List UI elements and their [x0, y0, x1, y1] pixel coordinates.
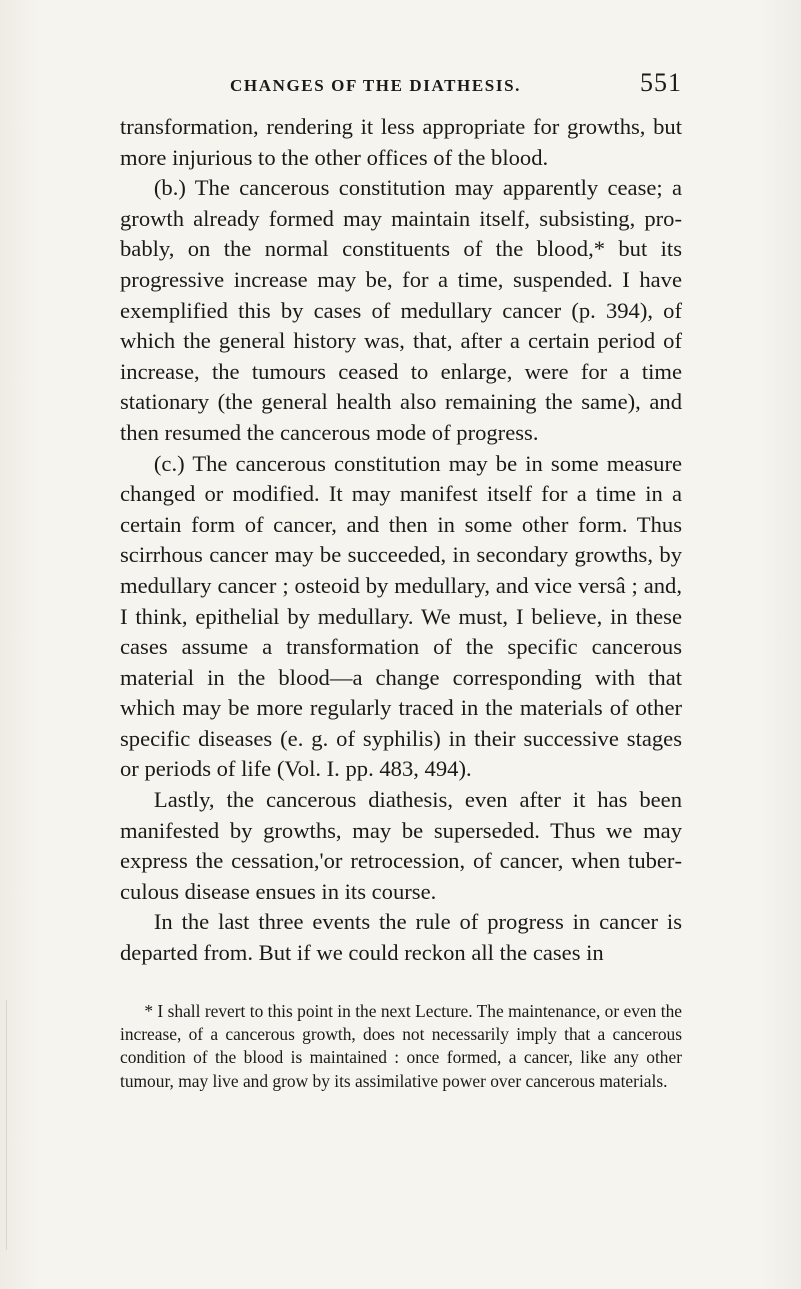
footnote	[120, 1000, 682, 1093]
page-number: 551	[640, 68, 682, 97]
footnote-text: * I shall revert to this point in the next Lecture. The maintenance, or even the increase, of a cancerous growth, does not necessarily imply that a cancerous condition of the blood is maintained : once formed, a cancer, like any other tumour, may live and grow by its assimilative power over cancerous materials.	[120, 1001, 682, 1091]
paragraph: In the last three events the rule of progress in cancer is departed from. But if we could reckon all the cases in	[120, 909, 682, 966]
running-head: CHANGES OF THE DIATHESIS.	[230, 76, 521, 95]
paragraph: (b.) The cancerous constitution may apparently cease; a growth already formed may maintain itself, subsisting, probably, on the normal constituents of the blood,* but its progressive increase may be, for a time, suspended. I have exemplified this by cases of medullary cancer (p. 394), of which the general history was, that, after a certain period of increase, the tumours ceased to enlarge, were for a time stationary (the general health also remaining the same), and then resumed the cancerous mode of progress.	[120, 175, 682, 445]
paragraph: transformation, rendering it less appropriate for growths, but more injurious to the other offices of the blood.	[120, 114, 682, 170]
gutter-shadow	[6, 1000, 7, 1250]
page-header	[120, 68, 682, 100]
body-text	[120, 112, 682, 969]
paragraph: (c.) The cancerous constitution may be in some measure changed or modified. It may manifest itself for a time in a certain form of cancer, and then in some other form. Thus scirrhous cancer may be succeeded, in secondary growths, by medullary cancer ; osteoid by medullary, and vice versâ ; and, I think, epithelial by medullary. We must, I believe, in these cases assume a transformation of the specific cancerous material in the blood—a change corresponding with that which may be more regularly traced in the materials of other specific diseases (e. g. of syphilis) in their successive stages or periods of life (Vol. I. pp. 483, 494).	[120, 450, 682, 782]
paragraph: Lastly, the cancerous diathesis, even after it has been manifested by growths, may be superseded. Thus we may express the cessation,'or retrocession, of cancer, when tuberculous disease ensues in its course.	[120, 787, 682, 904]
